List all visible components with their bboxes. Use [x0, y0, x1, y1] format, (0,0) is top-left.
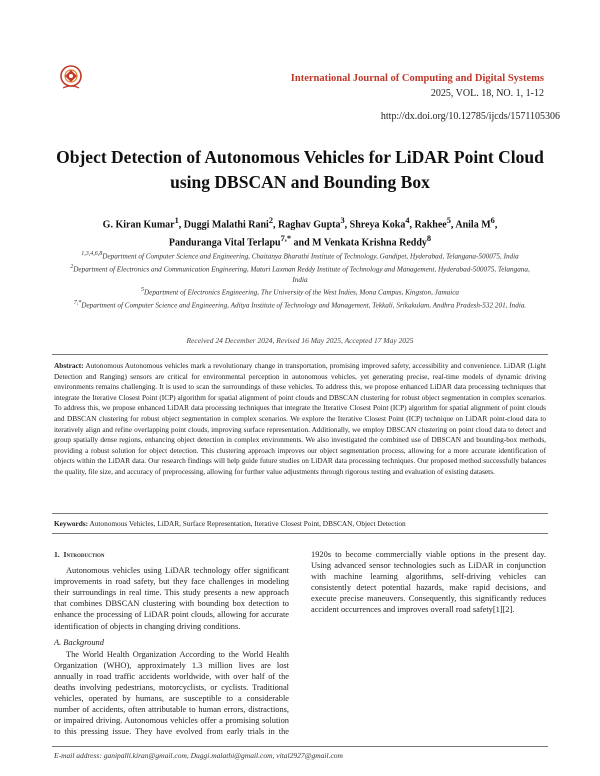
author-name: M Venkata Krishna Reddy — [312, 237, 427, 249]
email-addresses[interactable]: ganipalli.kiran@gmail.com, Duggi.malathi@gmail.com, vital2927@gmail.com — [103, 751, 343, 760]
author-name: Panduranga Vital Terlapu — [168, 237, 281, 249]
affiliation — [62, 249, 538, 262]
affiliation — [62, 262, 538, 285]
abstract-label: Abstract: — [54, 361, 84, 370]
affiliation-text: Department of Electronics Engineering, The University of the West Indies, Mona Campus, Kingston, Jamaica — [143, 288, 460, 297]
author-sup: 6 — [490, 216, 495, 225]
author-separator: , — [450, 219, 454, 231]
affiliation-sup: 2 — [70, 263, 74, 270]
doi-link[interactable]: http://dx.doi.org/10.12785/ijcds/1571105306 — [380, 111, 560, 122]
affiliation-text: Department of Electronics and Communication Engineering, Maturi Laxman Reddy Institute of Technology and Management, Hyderabad-500075, Telangana, India — [73, 265, 530, 284]
abstract — [54, 361, 546, 478]
author-separator: , — [409, 219, 413, 231]
section-heading — [54, 549, 289, 560]
footnote-emails — [54, 751, 343, 760]
author-separator: , — [178, 219, 182, 231]
keywords-top-rule — [52, 513, 548, 514]
author-list — [60, 214, 540, 251]
section-number: 1. — [54, 550, 60, 559]
body-columns — [54, 549, 546, 739]
author-sup: 8 — [426, 234, 432, 244]
affiliation-text: Department of Computer Science and Engineering, Aditya Institute of Technology and Management, Tekkali, Srikakulam, Andhra Pradesh-532 201, India. — [81, 301, 527, 310]
author-name: Anila M — [455, 219, 491, 231]
author-name: Raghav Gupta — [277, 219, 341, 231]
subsection-heading: A. Background — [54, 637, 104, 647]
affiliation-sup: 1,3,4,6,8 — [81, 251, 103, 257]
abstract-top-rule — [52, 354, 548, 355]
author-sup: 2 — [268, 216, 273, 225]
author-separator: , — [272, 219, 276, 231]
footnote-rule — [52, 746, 548, 747]
keywords-text: Autonomous Vehicles, LiDAR, Surface Representation, Iterative Closest Point, DBSCAN, Object Detection — [89, 519, 406, 528]
author-name: G. Kiran Kumar — [102, 219, 175, 231]
intro-paragraph: Autonomous vehicles using LiDAR technology offer significant improvements in road safety, but they face challenges in modeling their surroundings in real time. This study presents a new approach that combines DBSCAN clustering with bounding box detection to enhance the processing of LiDAR point clouds, allowing for accurate identification of objects in changing driving conditions. — [54, 566, 289, 631]
journal-issue: 2025, VOL. 18, NO. 1, 1-12 — [430, 88, 544, 99]
author-sup: 4 — [405, 216, 410, 225]
affiliation — [62, 285, 538, 298]
journal-name: International Journal of Computing and Digital Systems — [290, 73, 544, 84]
abstract-text: Autonomous Autonomous vehicles mark a revolutionary change in transportation, promising improved safety, accessibility and convenience. LiDAR (Light Detection and Ranging) sensors are critical for environmental perception in autonomous vehicles, yet generating precise, real-time models of dynamic driving environments remains challenging. It is used to scan the surroundings of these vehicles. To address this, we propose enhanced LiDAR data processing techniques that integrate the Iterative Closest Point (ICP) algorithm for spatial alignment of point clouds and DBSCAN clustering for robust object segmentation in complex scenarios. To address this, we propose enhanced LiDAR data processing techniques that integrate the Iterative Closest Point (ICP) algorithm for spatial alignment of point clouds and DBSCAN clustering for robust object segmentation in complex scenarios. We explore the Iterative Closest Point (ICP) technique on LiDAR point-cloud data to iteratively align and refine overlapping point clouds, improving surface representation. Additionally, we employ DBSCAN clustering on point cloud data to detect and group spatially dense regions, enhancing object detection in complex environments. We also investigated the combined use of DBSCAN and bounding-box methods, providing a robust solution for object detection. This clustering approach improves our object segmentation process, allowing for a more accurate identification of objects within the LiDAR data. Our research findings will help guide future studies on LiDAR data processing techniques. Our proposed method successfully balances the quality, file size, and accuracy of preprocessing, allowing for further value adjustments through rigorous testing and evaluation of existing datasets. — [54, 361, 546, 476]
received-dates: Received 24 December 2024, Revised 16 May 2025, Accepted 17 May 2025 — [186, 336, 414, 345]
affiliation-text: Department of Computer Science and Engineering, Chaitanya Bharathi Institute of Technology, Gandipet, Hyderabad, Telangana-500075, India — [102, 252, 519, 261]
journal-logo-icon — [58, 64, 84, 92]
author-name: Shreya Koka — [349, 219, 406, 231]
keywords — [54, 519, 546, 529]
author-name: Duggi Malathi Rani — [183, 219, 269, 231]
affiliation — [62, 298, 538, 311]
background-paragraph: The World Health Organization According to the World Health Organization (WHO), approximately 1.3 million lives are lost annually in road traffic accidents worldwide, with over half of the deaths involving pedestrians, motorcyclists, or cyclists. Traditional vehicles, operated by humans, are susceptible to a considerable number of accidents, often attributable to human errors, distractions, or impaired driving. Autonomous vehicles offer a promising solution to this pressing issue. They have evolved from early trials in the 1920s to become commercially viable options in the present day. Using advanced sensor technologies such as LiDAR in conjunction with machine learning algorithms, self-driving vehicles can consistently detect potential hazards, make rapid decisions, and execute precise maneuvers. Consequently, this significantly reduces accident occurrences and improves overall road safety[1][2]. — [54, 550, 546, 737]
author-separator: , — [494, 219, 498, 231]
affiliation-sup: 5 — [140, 287, 144, 293]
author-separator: , — [344, 219, 348, 231]
keywords-label: Keywords: — [54, 519, 89, 528]
author-sup: 1 — [174, 216, 179, 225]
author-name: Rakhee — [414, 219, 447, 231]
author-sup: 5 — [446, 216, 451, 225]
paper-title: Object Detection of Autonomous Vehicles for LiDAR Point Cloud using DBSCAN and Bounding Box — [56, 147, 544, 192]
author-sup: 3 — [340, 216, 345, 225]
footnote-label: E-mail address: — [54, 751, 102, 760]
section-title: Introduction — [63, 550, 105, 559]
author-sup: 7,* — [280, 234, 292, 244]
author-and: and — [293, 237, 310, 249]
affiliation-sup: 7,* — [73, 299, 82, 306]
keywords-bottom-rule — [52, 533, 548, 534]
affiliations — [62, 249, 538, 311]
